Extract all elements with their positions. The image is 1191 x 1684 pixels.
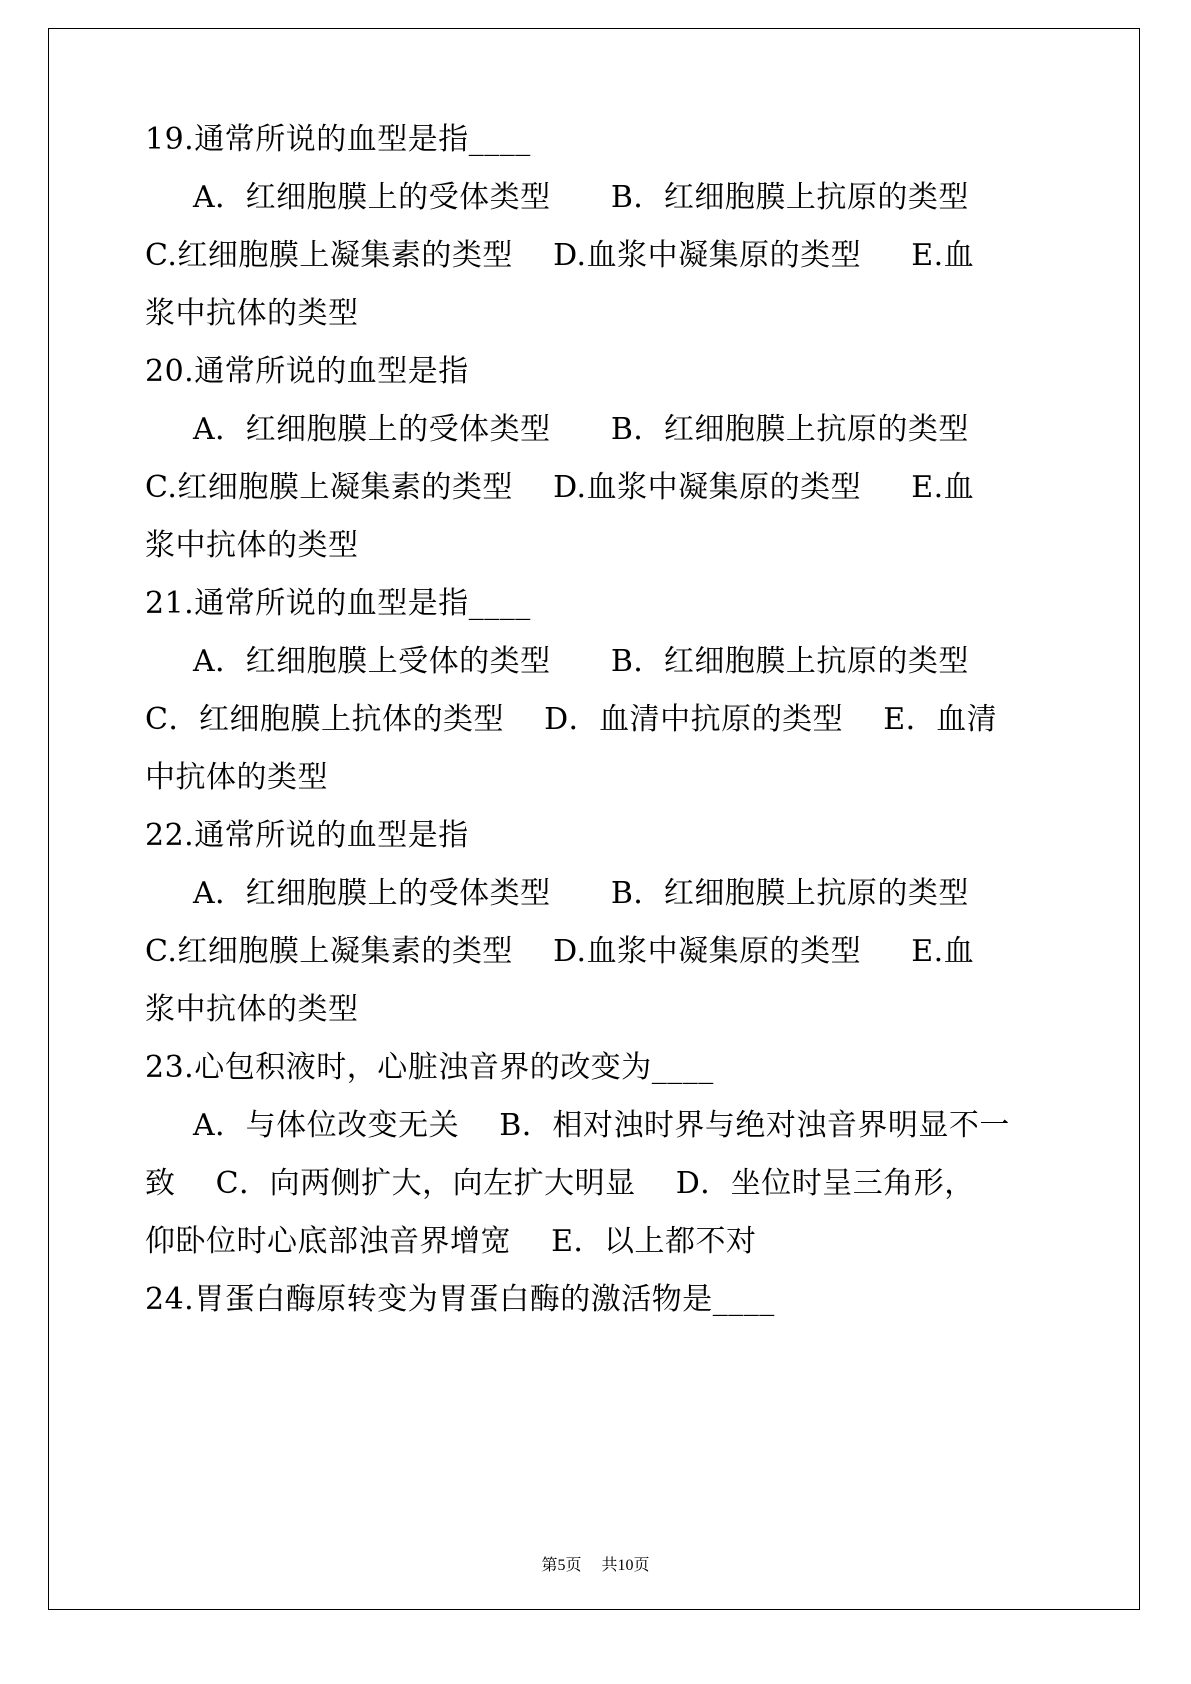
question-22-options-cont: 浆中抗体的类型 bbox=[145, 992, 359, 1027]
question-23: 23.心包积液时，心脏浊音界的改变为____ bbox=[145, 1050, 714, 1085]
page-total: 共10页 bbox=[601, 1557, 650, 1574]
question-23-options-e: 仰卧位时心底部浊音界增宽 E．以上都不对 bbox=[145, 1224, 757, 1259]
question-20: 20.通常所说的血型是指 bbox=[145, 354, 469, 389]
page-footer bbox=[0, 1556, 1191, 1576]
question-19-options-c-e: C.红细胞膜上凝集素的类型 D.血浆中凝集原的类型 E.血 bbox=[145, 238, 975, 273]
page-number: 第5页 bbox=[541, 1557, 582, 1574]
question-22: 22.通常所说的血型是指 bbox=[145, 818, 469, 853]
question-24: 24.胃蛋白酶原转变为胃蛋白酶的激活物是____ bbox=[145, 1282, 775, 1317]
question-21-options-cont: 中抗体的类型 bbox=[145, 760, 328, 795]
question-22-options-a-b: A．红细胞膜上的受体类型 B．红细胞膜上抗原的类型 bbox=[193, 876, 969, 911]
question-22-options-c-e: C.红细胞膜上凝集素的类型 D.血浆中凝集原的类型 E.血 bbox=[145, 934, 975, 969]
question-19-options-cont: 浆中抗体的类型 bbox=[145, 296, 359, 331]
question-20-options-cont: 浆中抗体的类型 bbox=[145, 528, 359, 563]
question-20-options-a-b: A．红细胞膜上的受体类型 B．红细胞膜上抗原的类型 bbox=[193, 412, 969, 447]
question-21: 21.通常所说的血型是指____ bbox=[145, 586, 531, 621]
question-23-options-c-d: 致 C．向两侧扩大，向左扩大明显 D．坐位时呈三角形， bbox=[145, 1166, 975, 1201]
question-21-options-c-e: C．红细胞膜上抗体的类型 D．血清中抗原的类型 E．血清 bbox=[145, 702, 998, 737]
question-19: 19.通常所说的血型是指____ bbox=[145, 122, 531, 157]
question-20-options-c-e: C.红细胞膜上凝集素的类型 D.血浆中凝集原的类型 E.血 bbox=[145, 470, 975, 505]
question-21-options-a-b: A．红细胞膜上受体的类型 B．红细胞膜上抗原的类型 bbox=[193, 644, 969, 679]
question-19-options-a-b: A．红细胞膜上的受体类型 B．红细胞膜上抗原的类型 bbox=[193, 180, 969, 215]
question-23-options-a-b: A．与体位改变无关 B．相对浊时界与绝对浊音界明显不一 bbox=[193, 1108, 1010, 1143]
